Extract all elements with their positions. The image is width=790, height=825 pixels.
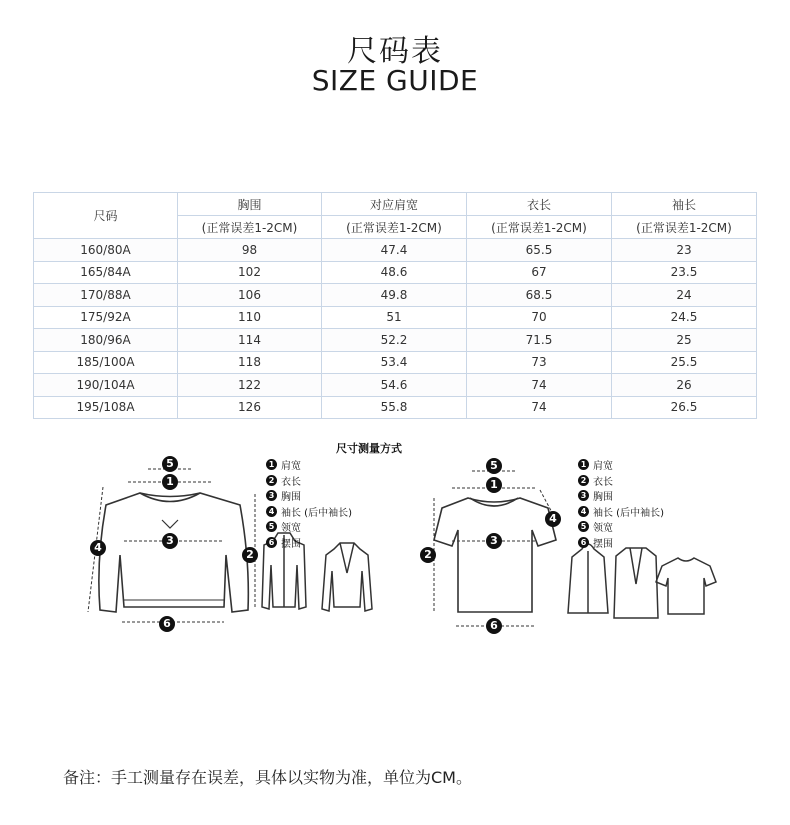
legend-label: 胸围	[281, 492, 301, 504]
measurement-cell: 25	[612, 329, 757, 352]
legend-label: 肩宽	[281, 461, 301, 473]
measurement-marker: 6	[159, 616, 175, 632]
legend-number: 2	[578, 475, 589, 486]
size-cell: 160/80A	[34, 239, 178, 262]
measurement-cell: 122	[178, 374, 322, 397]
measurement-cell: 23.5	[612, 261, 757, 284]
column-header-chest: 胸围	[178, 193, 322, 216]
size-cell: 180/96A	[34, 329, 178, 352]
column-header-sleeve: 袖长	[612, 193, 757, 216]
legend-number: 6	[578, 537, 589, 548]
size-cell: 185/100A	[34, 351, 178, 374]
measurement-cell: 110	[178, 306, 322, 329]
measurement-marker: 1	[486, 477, 502, 493]
measurement-cell: 52.2	[322, 329, 467, 352]
legend-item	[578, 519, 664, 535]
measurement-cell: 48.6	[322, 261, 467, 284]
size-cell: 175/92A	[34, 306, 178, 329]
measurement-cell: 51	[322, 306, 467, 329]
legend-label: 衣长	[281, 476, 301, 488]
measurement-cell: 47.4	[322, 239, 467, 262]
legend-label: 袖长 (后中袖长)	[281, 507, 352, 519]
legend-item	[578, 457, 664, 473]
measurement-cell: 26	[612, 374, 757, 397]
legend-number: 6	[266, 537, 277, 548]
legend-label: 衣长	[593, 476, 613, 488]
legend-item	[578, 488, 664, 504]
legend-label: 摆围	[593, 538, 613, 550]
measurement-cell: 24	[612, 284, 757, 307]
measurement-marker: 6	[486, 618, 502, 634]
measurement-marker: 3	[162, 533, 178, 549]
measurement-cell: 70	[467, 306, 612, 329]
legend-number: 1	[578, 459, 589, 470]
size-cell: 165/84A	[34, 261, 178, 284]
column-tolerance: (正常误差1-2CM)	[612, 216, 757, 239]
measurement-cell: 26.5	[612, 396, 757, 419]
measurement-cell: 73	[467, 351, 612, 374]
legend-item	[578, 504, 664, 520]
measurement-cell: 54.6	[322, 374, 467, 397]
legend-number: 5	[578, 521, 589, 532]
column-tolerance: (正常误差1-2CM)	[178, 216, 322, 239]
measurement-marker: 2	[420, 547, 436, 563]
legend-item	[578, 535, 664, 551]
measurement-cell: 74	[467, 396, 612, 419]
legend-item	[266, 504, 352, 520]
legend-label: 领宽	[281, 523, 301, 535]
column-header-length: 衣长	[467, 193, 612, 216]
legend-item	[266, 457, 352, 473]
measurement-cell: 49.8	[322, 284, 467, 307]
legend-number: 4	[578, 506, 589, 517]
measurement-cell: 53.4	[322, 351, 467, 374]
legend-label: 袖长 (后中袖长)	[593, 507, 664, 519]
measurement-cell: 25.5	[612, 351, 757, 374]
measurement-marker: 5	[486, 458, 502, 474]
legend-number: 1	[266, 459, 277, 470]
footer-note: 备注：手工测量存在误差，具体以实物为准，单位为CM。	[63, 768, 472, 787]
legend-label: 肩宽	[593, 461, 613, 473]
measurement-cell: 65.5	[467, 239, 612, 262]
page-title: 尺码表	[347, 34, 443, 69]
size-cell: 170/88A	[34, 284, 178, 307]
column-tolerance: (正常误差1-2CM)	[322, 216, 467, 239]
legend-sweatshirt	[266, 457, 352, 550]
measurement-cell: 55.8	[322, 396, 467, 419]
legend-label: 摆围	[281, 538, 301, 550]
measurement-cell: 23	[612, 239, 757, 262]
measurement-cell: 68.5	[467, 284, 612, 307]
measurement-diagram-title: 尺寸测量方式	[336, 442, 402, 455]
legend-label: 领宽	[593, 523, 613, 535]
legend-number: 2	[266, 475, 277, 486]
legend-number: 4	[266, 506, 277, 517]
legend-tshirt	[578, 457, 664, 550]
legend-number: 3	[578, 490, 589, 501]
legend-item	[266, 473, 352, 489]
legend-number: 3	[266, 490, 277, 501]
measurement-cell: 74	[467, 374, 612, 397]
measurement-cell: 118	[178, 351, 322, 374]
measurement-cell: 102	[178, 261, 322, 284]
legend-label: 胸围	[593, 492, 613, 504]
legend-item	[578, 473, 664, 489]
measurement-marker: 2	[242, 547, 258, 563]
measurement-cell: 98	[178, 239, 322, 262]
measurement-marker: 5	[162, 456, 178, 472]
measurement-marker: 4	[90, 540, 106, 556]
legend-item	[266, 519, 352, 535]
column-header-shoulder: 对应肩宽	[322, 193, 467, 216]
measurement-cell: 126	[178, 396, 322, 419]
legend-number: 5	[266, 521, 277, 532]
measurement-cell: 67	[467, 261, 612, 284]
measurement-cell: 106	[178, 284, 322, 307]
size-cell: 195/108A	[34, 396, 178, 419]
page-subtitle: SIZE GUIDE	[311, 64, 479, 97]
size-header: 尺码	[34, 193, 178, 239]
legend-item	[266, 535, 352, 551]
size-cell: 190/104A	[34, 374, 178, 397]
measurement-marker: 4	[545, 511, 561, 527]
measurement-cell: 71.5	[467, 329, 612, 352]
measurement-cell: 114	[178, 329, 322, 352]
column-tolerance: (正常误差1-2CM)	[467, 216, 612, 239]
measurement-marker: 3	[486, 533, 502, 549]
measurement-marker: 1	[162, 474, 178, 490]
legend-item	[266, 488, 352, 504]
measurement-cell: 24.5	[612, 306, 757, 329]
